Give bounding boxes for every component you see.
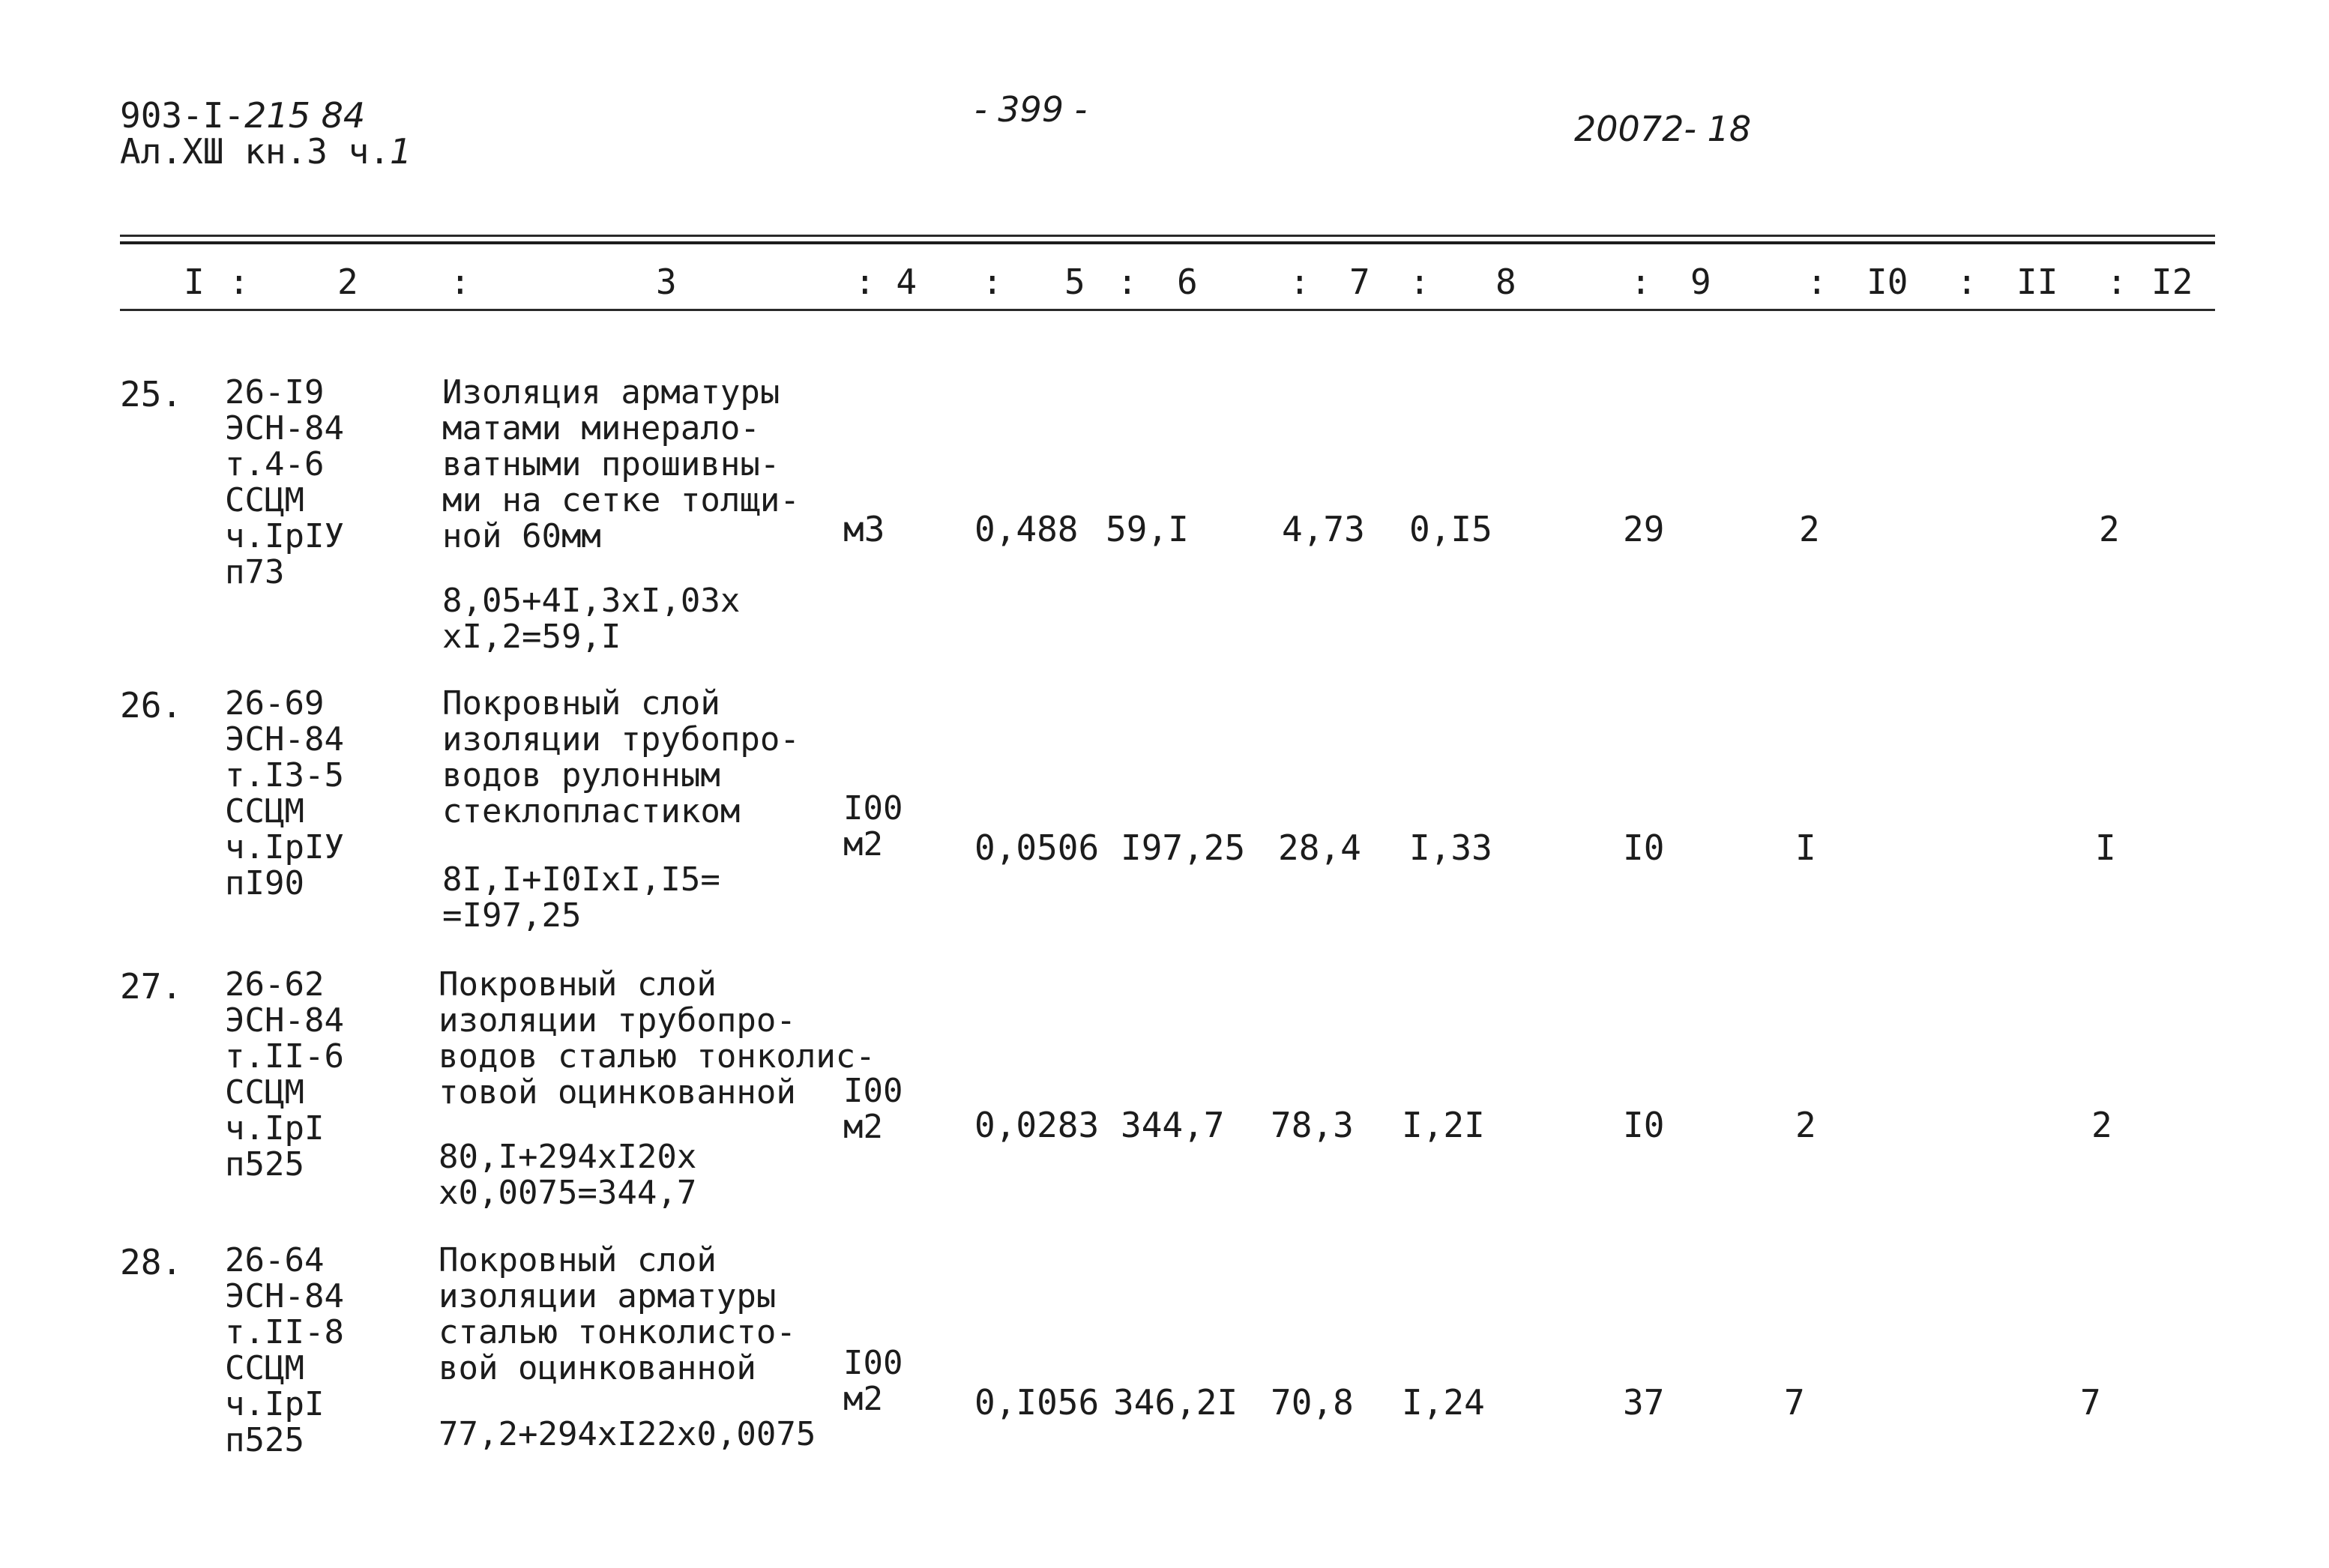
col-sep: : <box>1807 262 1828 302</box>
col-header-10: I0 <box>1866 262 1908 302</box>
row-code: 26-69 ЭСН-84 т.I3-5 ССЦМ ч.IpIУ пI90 <box>225 684 344 902</box>
document-code-printed: 903-I- <box>120 95 245 136</box>
row-col9: 37 <box>1623 1382 1665 1423</box>
row-formula: 80,I+294xI20x x0,0075=344,7 <box>439 1138 697 1212</box>
row-unit: I00 м2 <box>843 1072 903 1146</box>
col-sep: : <box>1630 262 1651 302</box>
col-sep: : <box>229 262 250 302</box>
row-col7: 28,4 <box>1278 827 1361 868</box>
col-sep: : <box>1409 262 1430 302</box>
album-line <box>120 132 412 171</box>
row-col10: 7 <box>1784 1382 1805 1423</box>
row-col7: 4,73 <box>1282 509 1365 549</box>
row-formula: 8I,I+I0IxI,I5= =I97,25 <box>442 860 720 935</box>
row-col12: 2 <box>2091 1105 2112 1145</box>
col-sep: : <box>450 262 471 302</box>
row-number: 25. <box>120 374 183 414</box>
row-description: Покровный слой изоляции трубопро- водов сталью тонколис- товой оцинкованной <box>439 965 876 1112</box>
row-formula: 77,2+294xI22x0,0075 <box>439 1415 816 1453</box>
col-header-12: I2 <box>2151 262 2193 302</box>
row-col8: I,2I <box>1402 1105 1485 1145</box>
table-top-rule-double <box>120 241 2215 244</box>
col-header-4: : 4 <box>855 262 918 302</box>
row-number: 28. <box>120 1242 183 1282</box>
row-col7: 70,8 <box>1271 1382 1354 1423</box>
col-header-9: 9 <box>1690 262 1711 302</box>
col-header-5: 5 <box>1064 262 1085 302</box>
document-code-handwritten: 215 84 <box>244 95 366 136</box>
row-col5: 0,I056 <box>974 1382 1100 1423</box>
row-col8: I,33 <box>1409 827 1492 868</box>
row-col10: 2 <box>1799 509 1820 549</box>
col-sep: : <box>2106 262 2127 302</box>
row-col10: I <box>1795 827 1816 868</box>
row-code: 26-I9 ЭСН-84 т.4-6 ССЦМ ч.IpIУ п73 <box>225 373 344 591</box>
row-unit: м3 <box>843 509 885 549</box>
row-description: Изоляция арматуры матами минерало- ватными прошивны- ми на сетке толщи- ной 60мм <box>442 373 800 555</box>
col-header-3: 3 <box>656 262 677 302</box>
row-number: 27. <box>120 966 183 1007</box>
row-col6: 59,I <box>1106 509 1189 549</box>
col-header-2: 2 <box>337 262 358 302</box>
col-header-11: II <box>2016 262 2058 302</box>
row-col12: 7 <box>2080 1382 2101 1423</box>
album-line-handwritten: 1 <box>390 131 412 172</box>
document-number: 20072- 18 <box>1574 109 1752 149</box>
row-col9: 29 <box>1623 509 1665 549</box>
row-col9: I0 <box>1623 1105 1665 1145</box>
row-code: 26-62 ЭСН-84 т.II-6 ССЦМ ч.IpI п525 <box>225 965 344 1183</box>
row-code: 26-64 ЭСН-84 т.II-8 ССЦМ ч.IpI п525 <box>225 1241 344 1459</box>
row-col8: 0,I5 <box>1409 509 1492 549</box>
col-sep: : <box>1289 262 1310 302</box>
row-description: Покровный слой изоляции арматуры сталью тонколисто- вой оцинкованной <box>439 1241 796 1387</box>
row-description: Покровный слой изоляции трубопро- водов рулонным стеклопластиком <box>442 684 800 830</box>
album-line-printed: Ал.ХШ кн.3 ч. <box>120 131 391 172</box>
row-col5: 0,488 <box>974 509 1079 549</box>
col-header-8: 8 <box>1495 262 1516 302</box>
row-col8: I,24 <box>1402 1382 1485 1423</box>
page-number: - 399 - <box>974 89 1088 130</box>
row-col5: 0,0283 <box>974 1105 1100 1145</box>
row-col9: I0 <box>1623 827 1665 868</box>
table-header-bottom-rule <box>120 309 2215 311</box>
row-col7: 78,3 <box>1271 1105 1354 1145</box>
row-col12: 2 <box>2099 509 2120 549</box>
row-number: 26. <box>120 685 183 726</box>
table-top-rule <box>120 235 2215 237</box>
row-col10: 2 <box>1795 1105 1816 1145</box>
col-header-1: I <box>184 262 205 302</box>
row-col5: 0,0506 <box>974 827 1100 868</box>
row-col6: I97,25 <box>1121 827 1246 868</box>
col-header-7: 7 <box>1349 262 1370 302</box>
col-sep: : <box>1117 262 1138 302</box>
row-unit: I00 м2 <box>843 789 903 863</box>
row-formula: 8,05+4I,3xI,03x xI,2=59,I <box>442 582 741 656</box>
col-header-6: 6 <box>1177 262 1198 302</box>
document-code <box>120 96 365 135</box>
col-sep: : <box>1956 262 1977 302</box>
row-col6: 346,2I <box>1113 1382 1238 1423</box>
col-sep: : <box>982 262 1003 302</box>
row-col6: 344,7 <box>1121 1105 1225 1145</box>
row-col12: I <box>2095 827 2116 868</box>
row-unit: I00 м2 <box>843 1344 903 1418</box>
